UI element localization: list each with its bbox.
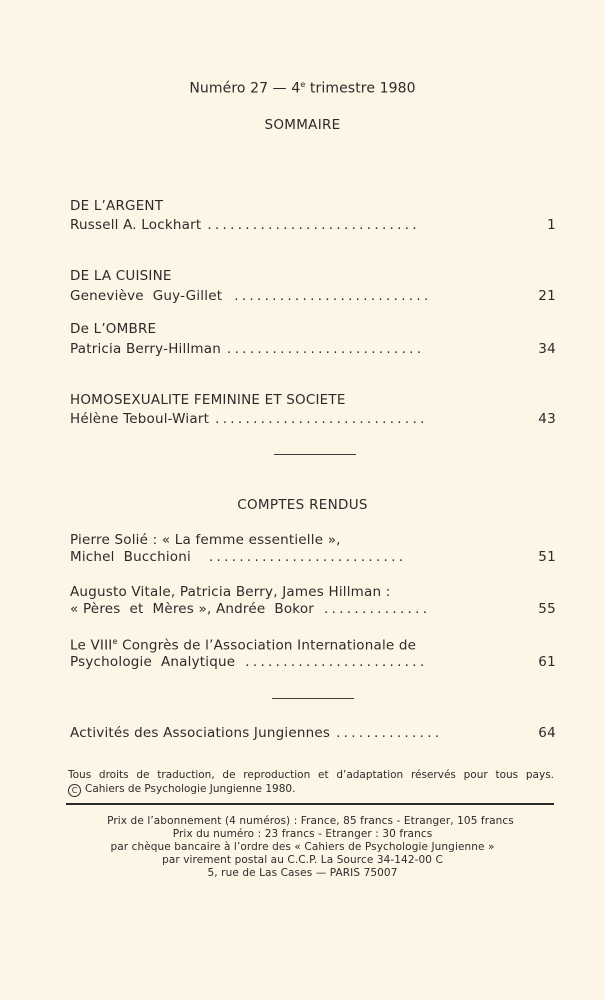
article-title: HOMOSEXUALITE FEMININE ET SOCIETE xyxy=(70,392,346,408)
page-number: 51 xyxy=(538,549,556,565)
page-number: 43 xyxy=(538,411,556,427)
article-author: Russell A. Lockhart xyxy=(70,217,202,233)
copyright-line xyxy=(68,782,554,797)
issue-line xyxy=(0,80,605,97)
activities-label: Activités des Associations Jungiennes xyxy=(70,725,331,741)
review-line1: Augusto Vitale, Patricia Berry, James Hillman : xyxy=(70,584,391,600)
issue-prefix: Numéro 27 — 4 xyxy=(189,80,301,97)
leader-dots: .............. xyxy=(324,601,431,617)
review-superscript: e xyxy=(112,637,118,646)
toc-entry[interactable] xyxy=(70,725,556,741)
copyright-icon: C xyxy=(68,784,81,797)
issue-suffix: trimestre 1980 xyxy=(305,80,416,97)
review-line1-prefix: Le VIII xyxy=(70,637,113,654)
footer-rule xyxy=(66,803,554,805)
review-line2: Michel Bucchioni xyxy=(70,549,191,565)
section-divider xyxy=(274,454,356,455)
page-title: SOMMAIRE xyxy=(264,117,341,133)
article-author: Patricia Berry-Hillman xyxy=(70,341,221,357)
leader-dots: ............................ xyxy=(215,411,428,427)
page-number: 55 xyxy=(538,601,556,617)
article-title: DE L’ARGENT xyxy=(70,198,164,214)
article-author: Geneviève Guy-Gillet xyxy=(70,288,223,304)
rights-notice: Tous droits de traduction, de reproduction et d’adaptation réservés pour tous pays. xyxy=(68,769,554,781)
copyright-text: Cahiers de Psychologie Jungienne 1980. xyxy=(85,783,296,795)
payment-cheque: par chèque bancaire à l’ordre des « Cahiers de Psychologie Jungienne » xyxy=(110,841,495,853)
toc-entry[interactable] xyxy=(70,341,556,357)
page-number: 34 xyxy=(538,341,556,357)
leader-dots: .......................... xyxy=(226,341,425,357)
toc-entry[interactable] xyxy=(70,217,556,233)
page-number: 1 xyxy=(547,217,556,233)
issue-superscript: e xyxy=(300,80,306,89)
section-divider xyxy=(272,698,354,699)
review-line1 xyxy=(70,637,416,654)
price-subscription: Prix de l’abonnement (4 numéros) : France, 85 francs - Etranger, 105 francs xyxy=(107,815,514,827)
leader-dots: .......................... xyxy=(208,549,407,565)
toc-entry[interactable] xyxy=(70,601,556,617)
toc-entry[interactable] xyxy=(70,654,556,670)
payment-postal: par virement postal au C.C.P. La Source 34-142-00 C xyxy=(162,854,443,866)
leader-dots: ............................ xyxy=(207,217,420,233)
price-issue: Prix du numéro : 23 francs - Etranger : 30 francs xyxy=(172,828,433,840)
address: 5, rue de Las Cases — PARIS 75007 xyxy=(207,867,398,879)
article-title: DE LA CUISINE xyxy=(70,268,172,284)
pricing-block xyxy=(0,815,605,880)
toc-entry[interactable] xyxy=(70,411,556,427)
review-line2: « Pères et Mères », Andrée Bokor xyxy=(70,601,315,617)
leader-dots: .......................... xyxy=(234,288,432,304)
toc-entry[interactable] xyxy=(70,288,556,304)
review-line1-suffix: Congrès de l’Association Internationale de xyxy=(117,637,417,654)
review-line1: Pierre Solié : « La femme essentielle », xyxy=(70,532,341,548)
article-title: De L’OMBRE xyxy=(70,321,157,337)
page-number: 21 xyxy=(538,288,556,304)
copyright-block xyxy=(68,768,554,797)
page-number: 64 xyxy=(538,725,556,741)
toc-entry[interactable] xyxy=(70,549,556,565)
page-number: 61 xyxy=(538,654,556,670)
leader-dots: ........................ xyxy=(245,654,428,670)
article-author: Hélène Teboul-Wiart xyxy=(70,411,210,427)
review-line2: Psychologie Analytique xyxy=(70,654,236,670)
leader-dots: .............. xyxy=(336,725,443,741)
section-title: COMPTES RENDUS xyxy=(237,497,368,513)
